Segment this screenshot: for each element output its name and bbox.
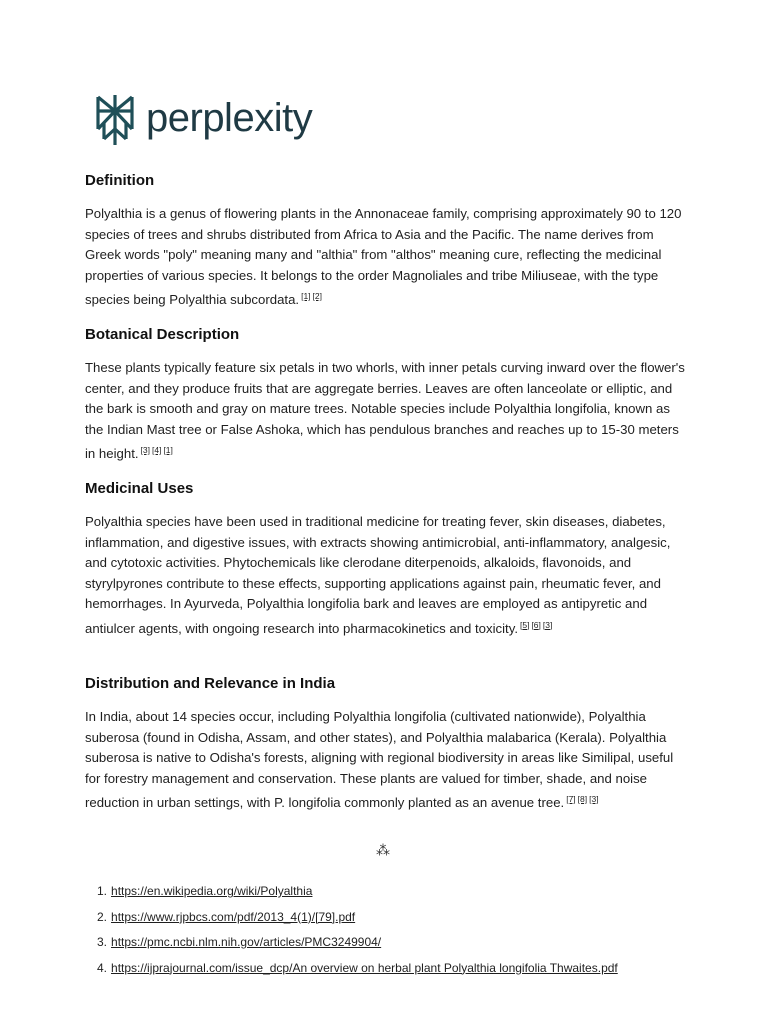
section-heading: Definition xyxy=(85,172,155,189)
reference-link[interactable]: https://pmc.ncbi.nlm.nih.gov/articles/PMC3249904/ xyxy=(111,935,382,949)
citation-link[interactable]: [4] xyxy=(151,445,162,455)
reference-link[interactable]: https://ijprajournal.com/issue_dcp/An overview on herbal plant Polyalthia longifolia Thwaites.pdf xyxy=(111,960,618,975)
section-divider-glyph: ⁂ xyxy=(376,842,390,858)
reference-link[interactable]: https://www.rjpbcs.com/pdf/2013_4(1)/[79].pdf xyxy=(111,909,356,924)
section-body: In India, about 14 species occur, including Polyalthia longifolia (cultivated nationwide), Polyalthia suberosa (found in Odisha, Assam, and other states), and Polyalthia malabarica (Kerala). Polyalthia suberosa is native to Odisha's forests, aligning with regional biodiversity in areas like Similipal, useful for forestry management and conservation. These plants are valued for timber, shade, and noise reduction in urban settings, with P. longifolia commonly planted as an avenue tree. [7] [8] [3] xyxy=(85,709,674,810)
citation-link[interactable]: [6] xyxy=(531,619,541,630)
reference-item: 1. https://en.wikipedia.org/wiki/Polyalthia xyxy=(97,884,313,898)
citation-link[interactable]: [1] xyxy=(301,291,311,301)
reference-link[interactable]: https://en.wikipedia.org/wiki/Polyalthia xyxy=(111,884,313,898)
citation-link[interactable]: [1] xyxy=(163,445,173,455)
citation-link[interactable]: [2] xyxy=(312,291,322,301)
perplexity-logo xyxy=(94,93,312,147)
section-body: Polyalthia is a genus of flowering plants in the Annonaceae family, comprising approximately 90 to 120 species of trees and shrubs distributed from Africa to Asia and the Pacific. The name derives from Greek words "poly" meaning many and "althia" from "althos" meaning cure, reflecting the medicinal properties of various species. It belongs to the order Magnoliales and tribe Miliuseae, with the type species being Polyalthia subcordata. [1] [2] xyxy=(85,206,682,307)
section-body: These plants typically feature six petals in two whorls, with inner petals curving inward over the flower's center, and they produce fruits that are aggregate berries. Leaves are often lanceolate or elliptic, and the bark is smooth and gray on mature trees. Notable species include Polyalthia longifolia, known as the Indian Mast tree or False Ashoka, which has pendulous branches and reaches up to 15-30 meters in height. [3] [4] [1] xyxy=(85,360,685,461)
reference-item: 3. https://pmc.ncbi.nlm.nih.gov/articles/PMC3249904/ xyxy=(97,935,382,949)
references-list xyxy=(97,882,618,984)
section-botanical-description xyxy=(85,326,685,465)
citation-link[interactable]: [3] xyxy=(589,794,599,804)
citation-link[interactable]: [5] xyxy=(519,619,530,630)
citation-link[interactable]: [3] xyxy=(140,445,150,455)
section-heading: Medicinal Uses xyxy=(85,480,194,497)
brand-name: perplexity xyxy=(146,95,313,140)
reference-item: 2. https://www.rjpbcs.com/pdf/2013_4(1)/[79].pdf xyxy=(97,909,356,924)
section-body: Polyalthia species have been used in traditional medicine for treating fever, skin diseases, diabetes, inflammation, and digestive issues, with extracts showing antimicrobial, anti-inflammatory, analgesic, and cytotoxic activities. Phytochemicals like clerodane diterpenoids, alkaloids, flavonoids, and styrylpyrones contribute to these effects, supporting applications against pain, rheumatic fever, and hemorrhages. In Ayurveda, Polyalthia longifolia bark and leaves are employed as antipyretic and antiulcer agents, with ongoing research into pharmacokinetics and toxicity. [5] [6] [3] xyxy=(85,514,671,636)
citation-link[interactable]: [8] xyxy=(577,794,588,804)
perplexity-logo-icon xyxy=(94,93,136,147)
section-distribution-india xyxy=(85,675,685,814)
citation-link[interactable]: [7] xyxy=(566,794,576,804)
section-heading: Botanical Description xyxy=(85,326,240,343)
section-heading: Distribution and Relevance in India xyxy=(85,675,336,692)
reference-item: 4. https://ijprajournal.com/issue_dcp/An overview on herbal plant Polyalthia longifolia Thwaites.pdf xyxy=(97,960,618,975)
citation-link[interactable]: [3] xyxy=(542,619,553,630)
section-medicinal-uses xyxy=(85,480,685,639)
section-definition xyxy=(85,172,685,311)
